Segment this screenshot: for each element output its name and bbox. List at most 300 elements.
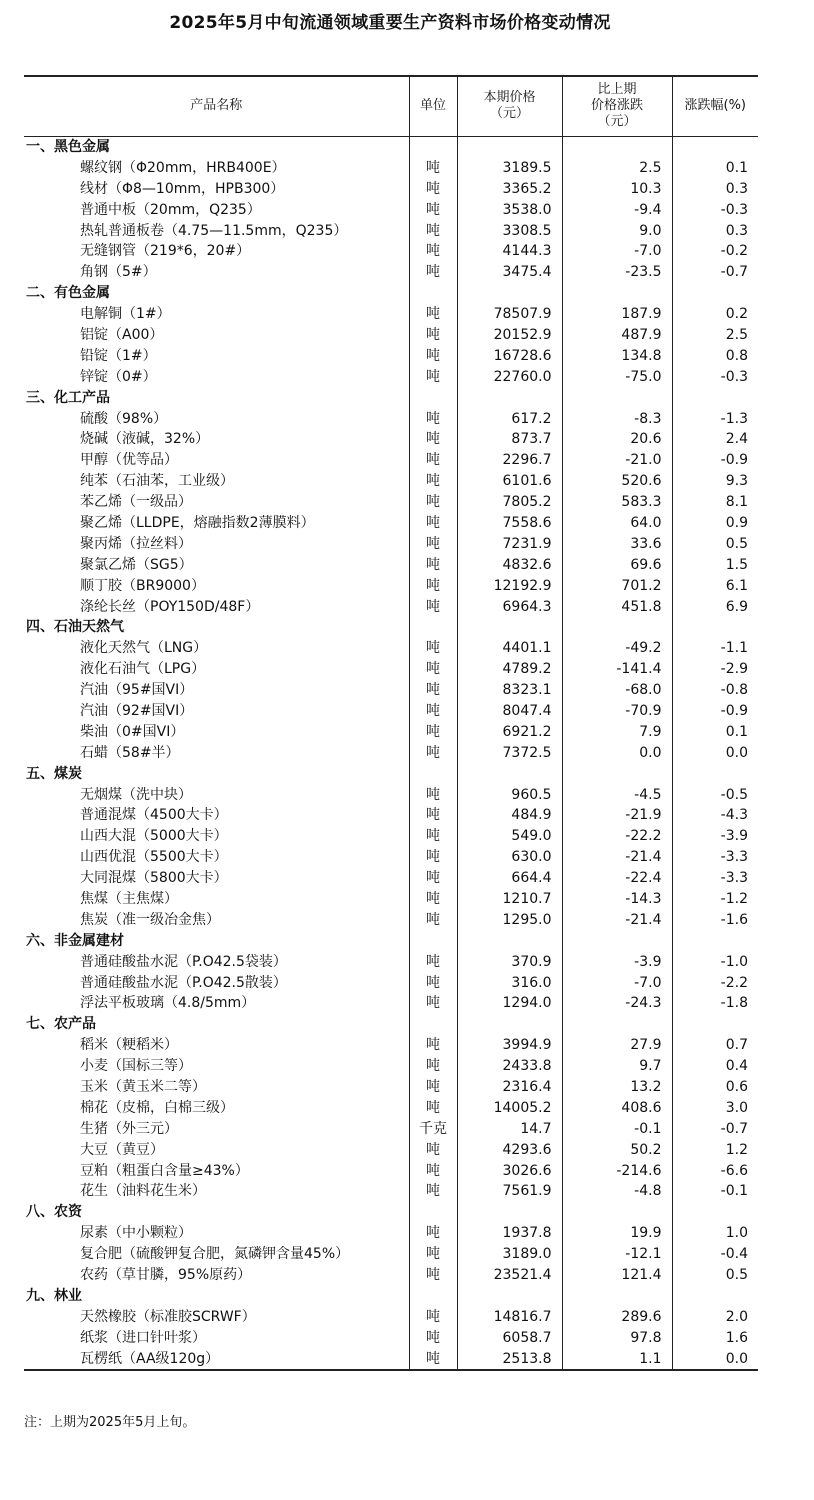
price-cell: 1210.7 bbox=[457, 889, 562, 910]
table-row bbox=[24, 241, 758, 262]
unit-cell: 吨 bbox=[409, 1035, 457, 1056]
price-cell: 3189.5 bbox=[457, 157, 562, 178]
change-cell: -0.1 bbox=[562, 1118, 672, 1139]
percent-cell bbox=[672, 136, 758, 157]
price-cell: 3026.6 bbox=[457, 1160, 562, 1181]
price-cell: 617.2 bbox=[457, 408, 562, 429]
change-cell: 187.9 bbox=[562, 304, 672, 325]
percent-cell: -1.1 bbox=[672, 638, 758, 659]
unit-cell: 吨 bbox=[409, 471, 457, 492]
unit-cell bbox=[409, 283, 457, 304]
unit-cell: 吨 bbox=[409, 429, 457, 450]
change-cell: 1.1 bbox=[562, 1348, 672, 1370]
price-cell: 873.7 bbox=[457, 429, 562, 450]
price-cell: 549.0 bbox=[457, 826, 562, 847]
percent-cell: -1.0 bbox=[672, 951, 758, 972]
change-cell bbox=[562, 387, 672, 408]
unit-cell: 吨 bbox=[409, 1265, 457, 1286]
price-cell: 630.0 bbox=[457, 847, 562, 868]
price-cell: 6101.6 bbox=[457, 471, 562, 492]
product-name: 硫酸（98%） bbox=[80, 410, 168, 427]
percent-cell: 3.0 bbox=[672, 1097, 758, 1118]
percent-cell: -0.5 bbox=[672, 784, 758, 805]
price-cell: 1294.0 bbox=[457, 993, 562, 1014]
header-price-change: 比上期 价格涨跌 （元） bbox=[562, 76, 672, 136]
change-cell: 97.8 bbox=[562, 1327, 672, 1348]
table-row bbox=[24, 1097, 758, 1118]
price-cell bbox=[457, 283, 562, 304]
percent-cell: 2.4 bbox=[672, 429, 758, 450]
percent-cell: 1.6 bbox=[672, 1327, 758, 1348]
change-cell: -4.5 bbox=[562, 784, 672, 805]
product-name: 花生（油料花生米） bbox=[80, 1183, 206, 1200]
change-cell bbox=[562, 283, 672, 304]
product-name: 浮法平板玻璃（4.8/5mm） bbox=[80, 995, 256, 1012]
percent-cell: 9.3 bbox=[672, 471, 758, 492]
category-row bbox=[24, 1014, 758, 1035]
table-row bbox=[24, 659, 758, 680]
percent-cell: -1.6 bbox=[672, 909, 758, 930]
change-cell: -14.3 bbox=[562, 889, 672, 910]
change-cell: 33.6 bbox=[562, 533, 672, 554]
product-name: 复合肥（硫酸钾复合肥，氮磷钾含量45%） bbox=[80, 1246, 350, 1263]
change-cell: 134.8 bbox=[562, 345, 672, 366]
table-row bbox=[24, 1118, 758, 1139]
header-current-price: 本期价格 （元） bbox=[457, 76, 562, 136]
table-row bbox=[24, 471, 758, 492]
percent-cell: -2.9 bbox=[672, 659, 758, 680]
change-cell: 9.0 bbox=[562, 220, 672, 241]
unit-cell: 吨 bbox=[409, 345, 457, 366]
unit-cell bbox=[409, 763, 457, 784]
price-cell: 664.4 bbox=[457, 868, 562, 889]
price-table bbox=[24, 75, 758, 1371]
change-cell: 27.9 bbox=[562, 1035, 672, 1056]
unit-cell bbox=[409, 1285, 457, 1306]
price-cell bbox=[457, 1014, 562, 1035]
price-cell bbox=[457, 1285, 562, 1306]
percent-cell bbox=[672, 387, 758, 408]
price-cell: 960.5 bbox=[457, 784, 562, 805]
percent-cell: -6.6 bbox=[672, 1160, 758, 1181]
change-cell: 20.6 bbox=[562, 429, 672, 450]
percent-cell: -3.9 bbox=[672, 826, 758, 847]
product-name: 无缝钢管（219*6，20#） bbox=[80, 243, 251, 260]
table-row bbox=[24, 1160, 758, 1181]
product-name: 液化石油气（LPG） bbox=[80, 661, 206, 678]
product-name: 苯乙烯（一级品） bbox=[80, 494, 192, 511]
category-row bbox=[24, 1285, 758, 1306]
unit-cell: 吨 bbox=[409, 596, 457, 617]
table-row bbox=[24, 972, 758, 993]
product-name: 热轧普通板卷（4.75—11.5mm，Q235） bbox=[80, 222, 348, 239]
product-name: 豆粕（粗蛋白含量≥43%） bbox=[80, 1162, 249, 1179]
table-row bbox=[24, 408, 758, 429]
percent-cell: 0.5 bbox=[672, 533, 758, 554]
change-cell bbox=[562, 1285, 672, 1306]
unit-cell: 吨 bbox=[409, 784, 457, 805]
unit-cell: 吨 bbox=[409, 889, 457, 910]
unit-cell: 吨 bbox=[409, 1223, 457, 1244]
percent-cell: 0.3 bbox=[672, 220, 758, 241]
product-name: 尿素（中小颗粒） bbox=[80, 1225, 192, 1242]
change-cell bbox=[562, 930, 672, 951]
change-cell: 10.3 bbox=[562, 178, 672, 199]
price-cell: 6058.7 bbox=[457, 1327, 562, 1348]
table-row bbox=[24, 951, 758, 972]
product-name: 普通中板（20mm，Q235） bbox=[80, 201, 261, 218]
unit-cell: 吨 bbox=[409, 1160, 457, 1181]
percent-cell: 0.5 bbox=[672, 1265, 758, 1286]
product-name: 大豆（黄豆） bbox=[80, 1141, 164, 1158]
table-row bbox=[24, 1181, 758, 1202]
unit-cell: 吨 bbox=[409, 1348, 457, 1370]
product-name: 石蜡（58#半） bbox=[80, 744, 180, 761]
percent-cell bbox=[672, 1202, 758, 1223]
change-cell bbox=[562, 1014, 672, 1035]
product-name: 聚丙烯（拉丝料） bbox=[80, 535, 192, 552]
table-row bbox=[24, 325, 758, 346]
table-row bbox=[24, 450, 758, 471]
table-row bbox=[24, 1306, 758, 1327]
product-name: 棉花（皮棉，白棉三级） bbox=[80, 1099, 234, 1116]
change-cell: 520.6 bbox=[562, 471, 672, 492]
change-cell: -9.4 bbox=[562, 199, 672, 220]
percent-cell: 0.7 bbox=[672, 1035, 758, 1056]
product-name: 铝锭（A00） bbox=[80, 326, 164, 343]
price-cell: 2433.8 bbox=[457, 1056, 562, 1077]
product-name: 烧碱（液碱，32%） bbox=[80, 431, 210, 448]
unit-cell: 吨 bbox=[409, 847, 457, 868]
category-name: 一、黑色金属 bbox=[26, 138, 110, 155]
price-cell: 14816.7 bbox=[457, 1306, 562, 1327]
product-name: 山西大混（5000大卡） bbox=[80, 828, 228, 845]
table-row bbox=[24, 304, 758, 325]
product-name: 山西优混（5500大卡） bbox=[80, 849, 228, 866]
unit-cell: 吨 bbox=[409, 533, 457, 554]
table-row bbox=[24, 847, 758, 868]
product-name: 聚氯乙烯（SG5） bbox=[80, 556, 193, 573]
change-cell bbox=[562, 763, 672, 784]
unit-cell: 吨 bbox=[409, 868, 457, 889]
table-header-row bbox=[24, 76, 758, 136]
change-cell: -21.4 bbox=[562, 847, 672, 868]
product-name: 汽油（95#国VI） bbox=[80, 682, 194, 699]
change-cell: 19.9 bbox=[562, 1223, 672, 1244]
change-cell: -22.4 bbox=[562, 868, 672, 889]
table-row bbox=[24, 157, 758, 178]
price-cell: 7231.9 bbox=[457, 533, 562, 554]
price-cell: 370.9 bbox=[457, 951, 562, 972]
price-cell: 7372.5 bbox=[457, 742, 562, 763]
table-row bbox=[24, 805, 758, 826]
product-name: 普通硅酸盐水泥（P.O42.5散装） bbox=[80, 974, 287, 991]
change-cell: 50.2 bbox=[562, 1139, 672, 1160]
category-name: 九、林业 bbox=[26, 1287, 82, 1304]
product-name: 纯苯（石油苯，工业级） bbox=[80, 473, 234, 490]
product-name: 顺丁胶（BR9000） bbox=[80, 577, 205, 594]
percent-cell: 6.9 bbox=[672, 596, 758, 617]
unit-cell: 吨 bbox=[409, 450, 457, 471]
change-cell: -21.9 bbox=[562, 805, 672, 826]
unit-cell bbox=[409, 387, 457, 408]
table-row bbox=[24, 596, 758, 617]
table-row bbox=[24, 721, 758, 742]
price-cell: 316.0 bbox=[457, 972, 562, 993]
product-name: 锌锭（0#） bbox=[80, 368, 157, 385]
change-cell: 9.7 bbox=[562, 1056, 672, 1077]
product-name: 天然橡胶（标准胶SCRWF） bbox=[80, 1308, 256, 1325]
unit-cell: 吨 bbox=[409, 1181, 457, 1202]
table-row bbox=[24, 1244, 758, 1265]
change-cell: 0.0 bbox=[562, 742, 672, 763]
price-cell: 12192.9 bbox=[457, 575, 562, 596]
change-cell: 701.2 bbox=[562, 575, 672, 596]
change-cell: 13.2 bbox=[562, 1077, 672, 1098]
category-row bbox=[24, 1202, 758, 1223]
percent-cell: -2.2 bbox=[672, 972, 758, 993]
unit-cell: 吨 bbox=[409, 1056, 457, 1077]
price-cell: 7558.6 bbox=[457, 513, 562, 534]
product-name: 电解铜（1#） bbox=[80, 306, 171, 323]
change-cell: -3.9 bbox=[562, 951, 672, 972]
percent-cell: -0.1 bbox=[672, 1181, 758, 1202]
percent-cell bbox=[672, 1014, 758, 1035]
percent-cell: 2.5 bbox=[672, 325, 758, 346]
change-cell: 7.9 bbox=[562, 721, 672, 742]
unit-cell: 吨 bbox=[409, 366, 457, 387]
change-cell: 289.6 bbox=[562, 1306, 672, 1327]
table-row bbox=[24, 575, 758, 596]
change-cell: -12.1 bbox=[562, 1244, 672, 1265]
percent-cell: 0.2 bbox=[672, 304, 758, 325]
unit-cell bbox=[409, 1014, 457, 1035]
category-row bbox=[24, 283, 758, 304]
category-row bbox=[24, 136, 758, 157]
table-row bbox=[24, 1265, 758, 1286]
table-row bbox=[24, 1348, 758, 1370]
change-cell: -141.4 bbox=[562, 659, 672, 680]
product-name: 大同混煤（5800大卡） bbox=[80, 870, 228, 887]
price-cell bbox=[457, 136, 562, 157]
category-row bbox=[24, 763, 758, 784]
change-cell: 487.9 bbox=[562, 325, 672, 346]
product-name: 角钢（5#） bbox=[80, 264, 157, 281]
percent-cell: 0.0 bbox=[672, 742, 758, 763]
change-cell: -21.0 bbox=[562, 450, 672, 471]
percent-cell: 0.0 bbox=[672, 1348, 758, 1370]
price-cell: 23521.4 bbox=[457, 1265, 562, 1286]
unit-cell: 吨 bbox=[409, 220, 457, 241]
unit-cell bbox=[409, 136, 457, 157]
price-cell: 4293.6 bbox=[457, 1139, 562, 1160]
change-cell: 583.3 bbox=[562, 492, 672, 513]
table-row bbox=[24, 889, 758, 910]
price-cell: 4832.6 bbox=[457, 554, 562, 575]
percent-cell: -0.7 bbox=[672, 262, 758, 283]
change-cell: -7.0 bbox=[562, 972, 672, 993]
product-name: 螺纹钢（Φ20mm，HRB400E） bbox=[80, 159, 286, 176]
percent-cell: 0.1 bbox=[672, 721, 758, 742]
product-name: 纸浆（进口针叶浆） bbox=[80, 1329, 206, 1346]
change-cell: 2.5 bbox=[562, 157, 672, 178]
table-row bbox=[24, 178, 758, 199]
price-cell: 78507.9 bbox=[457, 304, 562, 325]
unit-cell: 吨 bbox=[409, 262, 457, 283]
percent-cell: 8.1 bbox=[672, 492, 758, 513]
table-row bbox=[24, 701, 758, 722]
unit-cell: 吨 bbox=[409, 325, 457, 346]
unit-cell: 吨 bbox=[409, 408, 457, 429]
change-cell: 408.6 bbox=[562, 1097, 672, 1118]
table-row bbox=[24, 784, 758, 805]
percent-cell: 6.1 bbox=[672, 575, 758, 596]
price-cell bbox=[457, 930, 562, 951]
unit-cell: 吨 bbox=[409, 826, 457, 847]
table-row bbox=[24, 366, 758, 387]
unit-cell bbox=[409, 930, 457, 951]
price-cell bbox=[457, 763, 562, 784]
unit-cell: 吨 bbox=[409, 701, 457, 722]
table-row bbox=[24, 1139, 758, 1160]
product-name: 焦炭（准一级冶金焦） bbox=[80, 911, 220, 928]
price-cell: 6964.3 bbox=[457, 596, 562, 617]
product-name: 柴油（0#国VI） bbox=[80, 723, 185, 740]
percent-cell: -1.2 bbox=[672, 889, 758, 910]
price-cell: 3475.4 bbox=[457, 262, 562, 283]
product-name: 汽油（92#国VI） bbox=[80, 702, 194, 719]
percent-cell: 2.0 bbox=[672, 1306, 758, 1327]
unit-cell: 吨 bbox=[409, 972, 457, 993]
price-cell bbox=[457, 387, 562, 408]
unit-cell: 吨 bbox=[409, 554, 457, 575]
percent-cell: -0.7 bbox=[672, 1118, 758, 1139]
header-change-percent: 涨跌幅(%) bbox=[672, 76, 758, 136]
table-row bbox=[24, 492, 758, 513]
table-row bbox=[24, 513, 758, 534]
percent-cell: -0.9 bbox=[672, 701, 758, 722]
product-name: 铅锭（1#） bbox=[80, 347, 157, 364]
unit-cell: 吨 bbox=[409, 513, 457, 534]
category-name: 八、农资 bbox=[26, 1204, 82, 1221]
price-cell: 3994.9 bbox=[457, 1035, 562, 1056]
table-row bbox=[24, 680, 758, 701]
percent-cell bbox=[672, 617, 758, 638]
change-cell: -8.3 bbox=[562, 408, 672, 429]
price-cell: 3538.0 bbox=[457, 199, 562, 220]
percent-cell: -0.4 bbox=[672, 1244, 758, 1265]
percent-cell: 0.4 bbox=[672, 1056, 758, 1077]
product-name: 农药（草甘膦，95%原药） bbox=[80, 1267, 252, 1284]
change-cell: -68.0 bbox=[562, 680, 672, 701]
percent-cell: 1.2 bbox=[672, 1139, 758, 1160]
product-name: 生猪（外三元） bbox=[80, 1120, 178, 1137]
table-row bbox=[24, 868, 758, 889]
unit-cell: 吨 bbox=[409, 1306, 457, 1327]
table-row bbox=[24, 826, 758, 847]
table-row bbox=[24, 262, 758, 283]
category-name: 二、有色金属 bbox=[26, 285, 110, 302]
unit-cell: 吨 bbox=[409, 951, 457, 972]
product-name: 普通混煤（4500大卡） bbox=[80, 807, 228, 824]
category-name: 三、化工产品 bbox=[26, 389, 110, 406]
price-cell bbox=[457, 617, 562, 638]
unit-cell: 吨 bbox=[409, 1077, 457, 1098]
product-name: 稻米（粳稻米） bbox=[80, 1037, 178, 1054]
price-cell: 14005.2 bbox=[457, 1097, 562, 1118]
unit-cell: 吨 bbox=[409, 1139, 457, 1160]
percent-cell: -1.3 bbox=[672, 408, 758, 429]
price-cell bbox=[457, 1202, 562, 1223]
price-cell: 20152.9 bbox=[457, 325, 562, 346]
change-cell bbox=[562, 136, 672, 157]
percent-cell: -0.3 bbox=[672, 366, 758, 387]
price-cell: 484.9 bbox=[457, 805, 562, 826]
percent-cell: 0.3 bbox=[672, 178, 758, 199]
product-name: 聚乙烯（LLDPE，熔融指数2薄膜料） bbox=[80, 514, 315, 531]
price-cell: 2296.7 bbox=[457, 450, 562, 471]
price-cell: 4789.2 bbox=[457, 659, 562, 680]
price-cell: 8047.4 bbox=[457, 701, 562, 722]
product-name: 无烟煤（洗中块） bbox=[80, 786, 192, 803]
footnote: 注：上期为2025年5月上旬。 bbox=[24, 1415, 196, 1430]
unit-cell: 吨 bbox=[409, 157, 457, 178]
percent-cell: -3.3 bbox=[672, 868, 758, 889]
price-cell: 3308.5 bbox=[457, 220, 562, 241]
change-cell: 451.8 bbox=[562, 596, 672, 617]
table-row bbox=[24, 1077, 758, 1098]
percent-cell: 1.0 bbox=[672, 1223, 758, 1244]
unit-cell: 吨 bbox=[409, 178, 457, 199]
price-cell: 7561.9 bbox=[457, 1181, 562, 1202]
unit-cell: 吨 bbox=[409, 993, 457, 1014]
table-row bbox=[24, 1056, 758, 1077]
product-name: 普通硅酸盐水泥（P.O42.5袋装） bbox=[80, 953, 287, 970]
price-cell: 7805.2 bbox=[457, 492, 562, 513]
percent-cell: 1.5 bbox=[672, 554, 758, 575]
unit-cell: 吨 bbox=[409, 805, 457, 826]
table-row bbox=[24, 1223, 758, 1244]
unit-cell: 吨 bbox=[409, 721, 457, 742]
percent-cell bbox=[672, 1285, 758, 1306]
price-cell: 14.7 bbox=[457, 1118, 562, 1139]
change-cell bbox=[562, 617, 672, 638]
price-cell: 2316.4 bbox=[457, 1077, 562, 1098]
percent-cell: -0.8 bbox=[672, 680, 758, 701]
price-cell: 8323.1 bbox=[457, 680, 562, 701]
category-row bbox=[24, 617, 758, 638]
table-row bbox=[24, 429, 758, 450]
percent-cell bbox=[672, 763, 758, 784]
change-cell: -22.2 bbox=[562, 826, 672, 847]
unit-cell: 吨 bbox=[409, 492, 457, 513]
percent-cell: 0.8 bbox=[672, 345, 758, 366]
unit-cell bbox=[409, 1202, 457, 1223]
category-name: 四、石油天然气 bbox=[26, 619, 124, 636]
change-cell: -75.0 bbox=[562, 366, 672, 387]
product-name: 甲醇（优等品） bbox=[80, 452, 178, 469]
price-cell: 4144.3 bbox=[457, 241, 562, 262]
change-cell: -24.3 bbox=[562, 993, 672, 1014]
unit-cell: 吨 bbox=[409, 241, 457, 262]
category-name: 七、农产品 bbox=[26, 1016, 96, 1033]
unit-cell: 吨 bbox=[409, 680, 457, 701]
price-cell: 2513.8 bbox=[457, 1348, 562, 1370]
unit-cell: 吨 bbox=[409, 575, 457, 596]
percent-cell bbox=[672, 283, 758, 304]
table-row bbox=[24, 993, 758, 1014]
percent-cell: 0.9 bbox=[672, 513, 758, 534]
